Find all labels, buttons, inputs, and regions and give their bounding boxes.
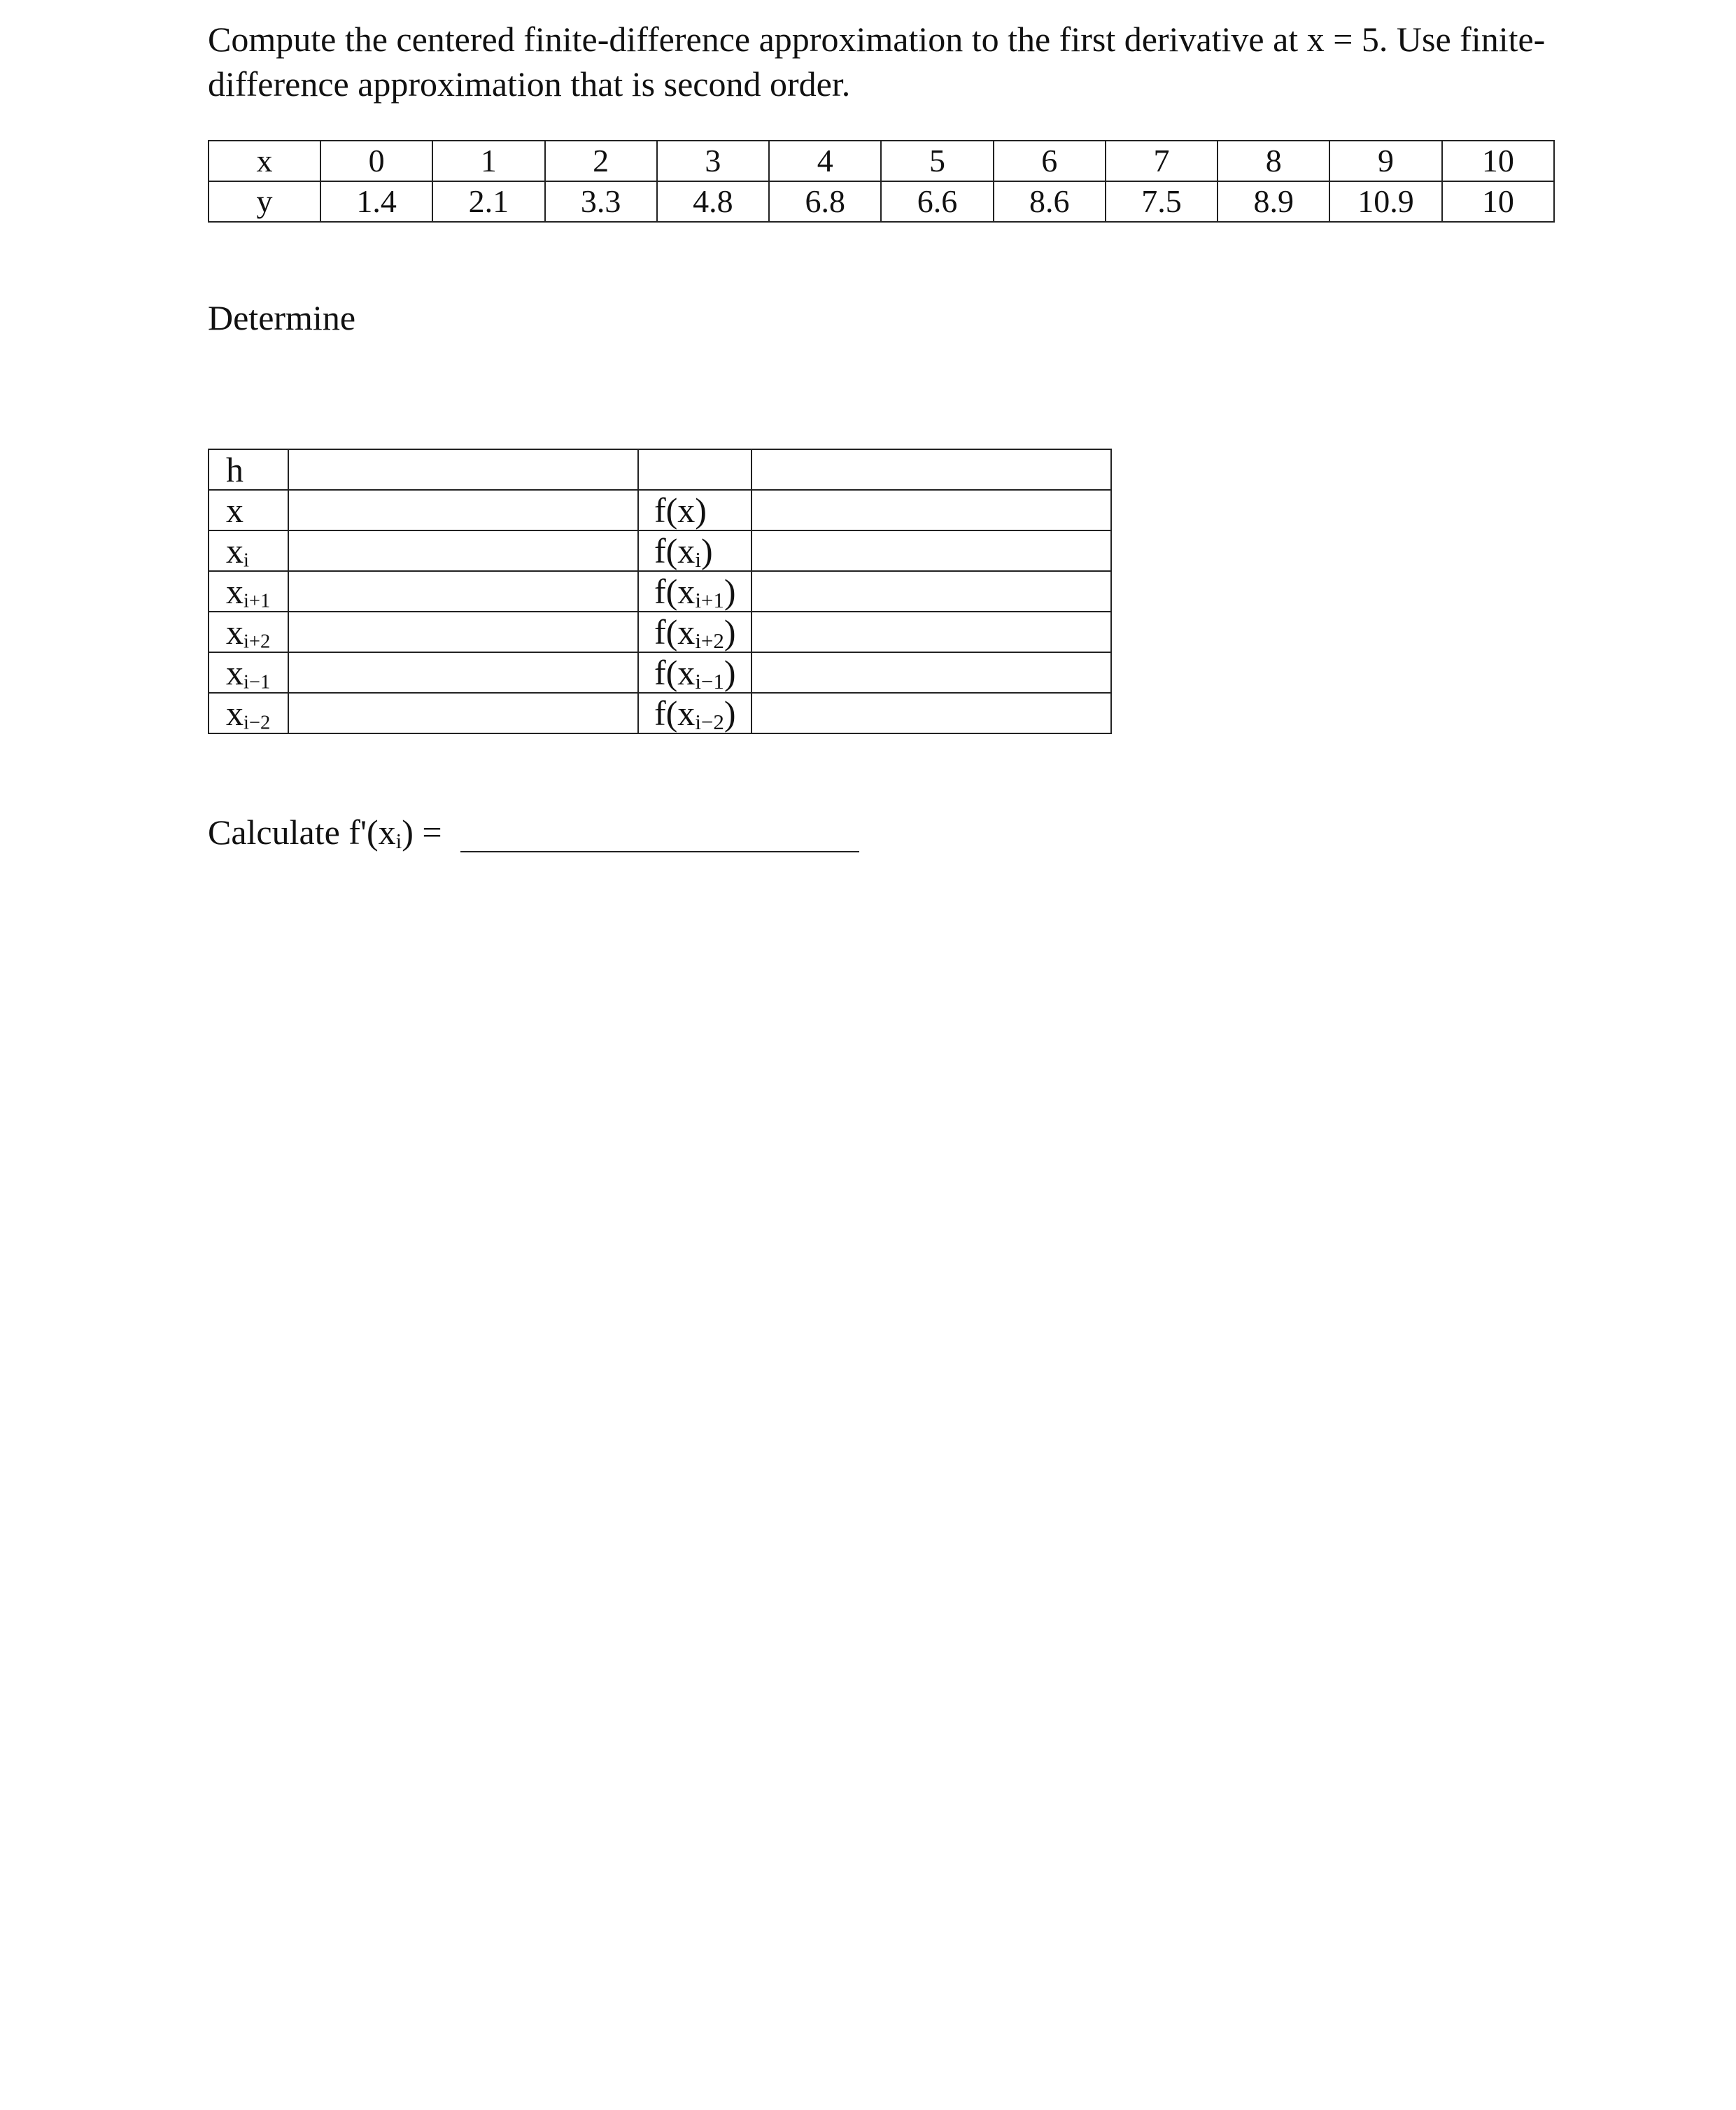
variable-label [209,490,288,530]
variable-subscript: i+1 [244,590,271,612]
y-value-cell: 2.1 [432,181,544,222]
y-value-cell: 10.9 [1329,181,1441,222]
function-name: f(x [654,653,696,692]
function-label [638,530,751,571]
y-value-cell: 6.6 [881,181,993,222]
variable-name: x [226,572,244,611]
function-close-paren: ) [724,612,736,652]
variable-subscript: i−2 [244,712,271,734]
variable-name: x [226,694,244,733]
function-label [638,693,751,733]
function-label [638,652,751,693]
function-close-paren: ) [724,653,736,692]
variable-value-input[interactable] [288,490,638,530]
function-label [638,571,751,612]
function-subscript: i+2 [695,628,724,654]
variable-label [209,449,288,490]
function-subscript: i+1 [695,588,724,613]
function-name: f(x [654,531,696,570]
x-value-cell: 7 [1106,141,1218,181]
variable-label [209,693,288,733]
row-header-x: x [209,141,320,181]
variable-label [209,612,288,652]
data-table [208,140,1555,223]
y-value-cell: 7.5 [1106,181,1218,222]
work-row [209,530,1111,571]
variable-value-input[interactable] [288,652,638,693]
function-value-input[interactable] [751,530,1111,571]
function-name: f(x [654,572,696,611]
work-row [209,652,1111,693]
answer-blank[interactable] [460,817,859,852]
y-value-cell: 6.8 [769,181,881,222]
function-label [638,449,751,490]
work-row [209,571,1111,612]
function-name: f(x [654,694,696,733]
x-value-cell: 4 [769,141,881,181]
variable-name: h [226,450,244,489]
y-value-cell: 10 [1442,181,1554,222]
function-name: f(x) [654,491,707,530]
work-row [209,693,1111,733]
variable-name: x [226,491,244,530]
function-value-input[interactable] [751,612,1111,652]
variable-label [209,530,288,571]
x-value-cell: 10 [1442,141,1554,181]
function-value-input[interactable] [751,693,1111,733]
x-value-cell: 1 [432,141,544,181]
x-value-cell: 5 [881,141,993,181]
work-table [208,449,1112,734]
calculate-suffix: ) = [402,813,442,852]
work-row [209,490,1111,530]
function-label [638,490,751,530]
function-subscript: i [695,547,701,572]
calculate-prefix: Calculate f'(x [208,813,396,852]
y-value-cell: 3.3 [545,181,657,222]
x-value-cell: 8 [1218,141,1329,181]
variable-subscript: i [244,549,249,572]
work-row [209,612,1111,652]
data-row-x [209,141,1554,181]
function-label [638,612,751,652]
function-subscript: i−2 [695,710,724,735]
variable-subscript: i−1 [244,671,271,694]
function-close-paren: ) [700,531,713,570]
y-value-cell: 4.8 [657,181,769,222]
function-subscript: i−1 [695,669,724,694]
work-row [209,449,1111,490]
variable-value-input[interactable] [288,530,638,571]
function-close-paren: ) [724,694,736,733]
calculate-derivative [208,812,859,852]
problem-statement [208,17,1593,106]
variable-label [209,652,288,693]
function-value-input[interactable] [751,652,1111,693]
y-value-cell: 8.6 [994,181,1106,222]
determine-heading: Determine [208,298,356,337]
variable-name: x [226,653,244,692]
calculate-subscript: i [395,829,402,854]
variable-name: x [226,531,244,570]
x-value-cell: 0 [320,141,432,181]
problem-line-1: Compute the centered finite-difference approximation to the first derivative at x = 5. Use finite- [208,20,1546,59]
problem-line-2: difference approximation that is second order. [208,64,851,104]
variable-value-input[interactable] [288,693,638,733]
variable-subscript: i+2 [244,631,271,653]
function-close-paren: ) [724,572,736,611]
function-name: f(x [654,612,696,652]
y-value-cell: 8.9 [1218,181,1329,222]
function-value-input[interactable] [751,449,1111,490]
variable-label [209,571,288,612]
x-value-cell: 2 [545,141,657,181]
variable-value-input[interactable] [288,612,638,652]
variable-name: x [226,612,244,652]
y-value-cell: 1.4 [320,181,432,222]
variable-value-input[interactable] [288,571,638,612]
x-value-cell: 6 [994,141,1106,181]
data-row-y [209,181,1554,222]
function-value-input[interactable] [751,490,1111,530]
row-header-y: y [209,181,320,222]
x-value-cell: 9 [1329,141,1441,181]
variable-value-input[interactable] [288,449,638,490]
function-value-input[interactable] [751,571,1111,612]
x-value-cell: 3 [657,141,769,181]
